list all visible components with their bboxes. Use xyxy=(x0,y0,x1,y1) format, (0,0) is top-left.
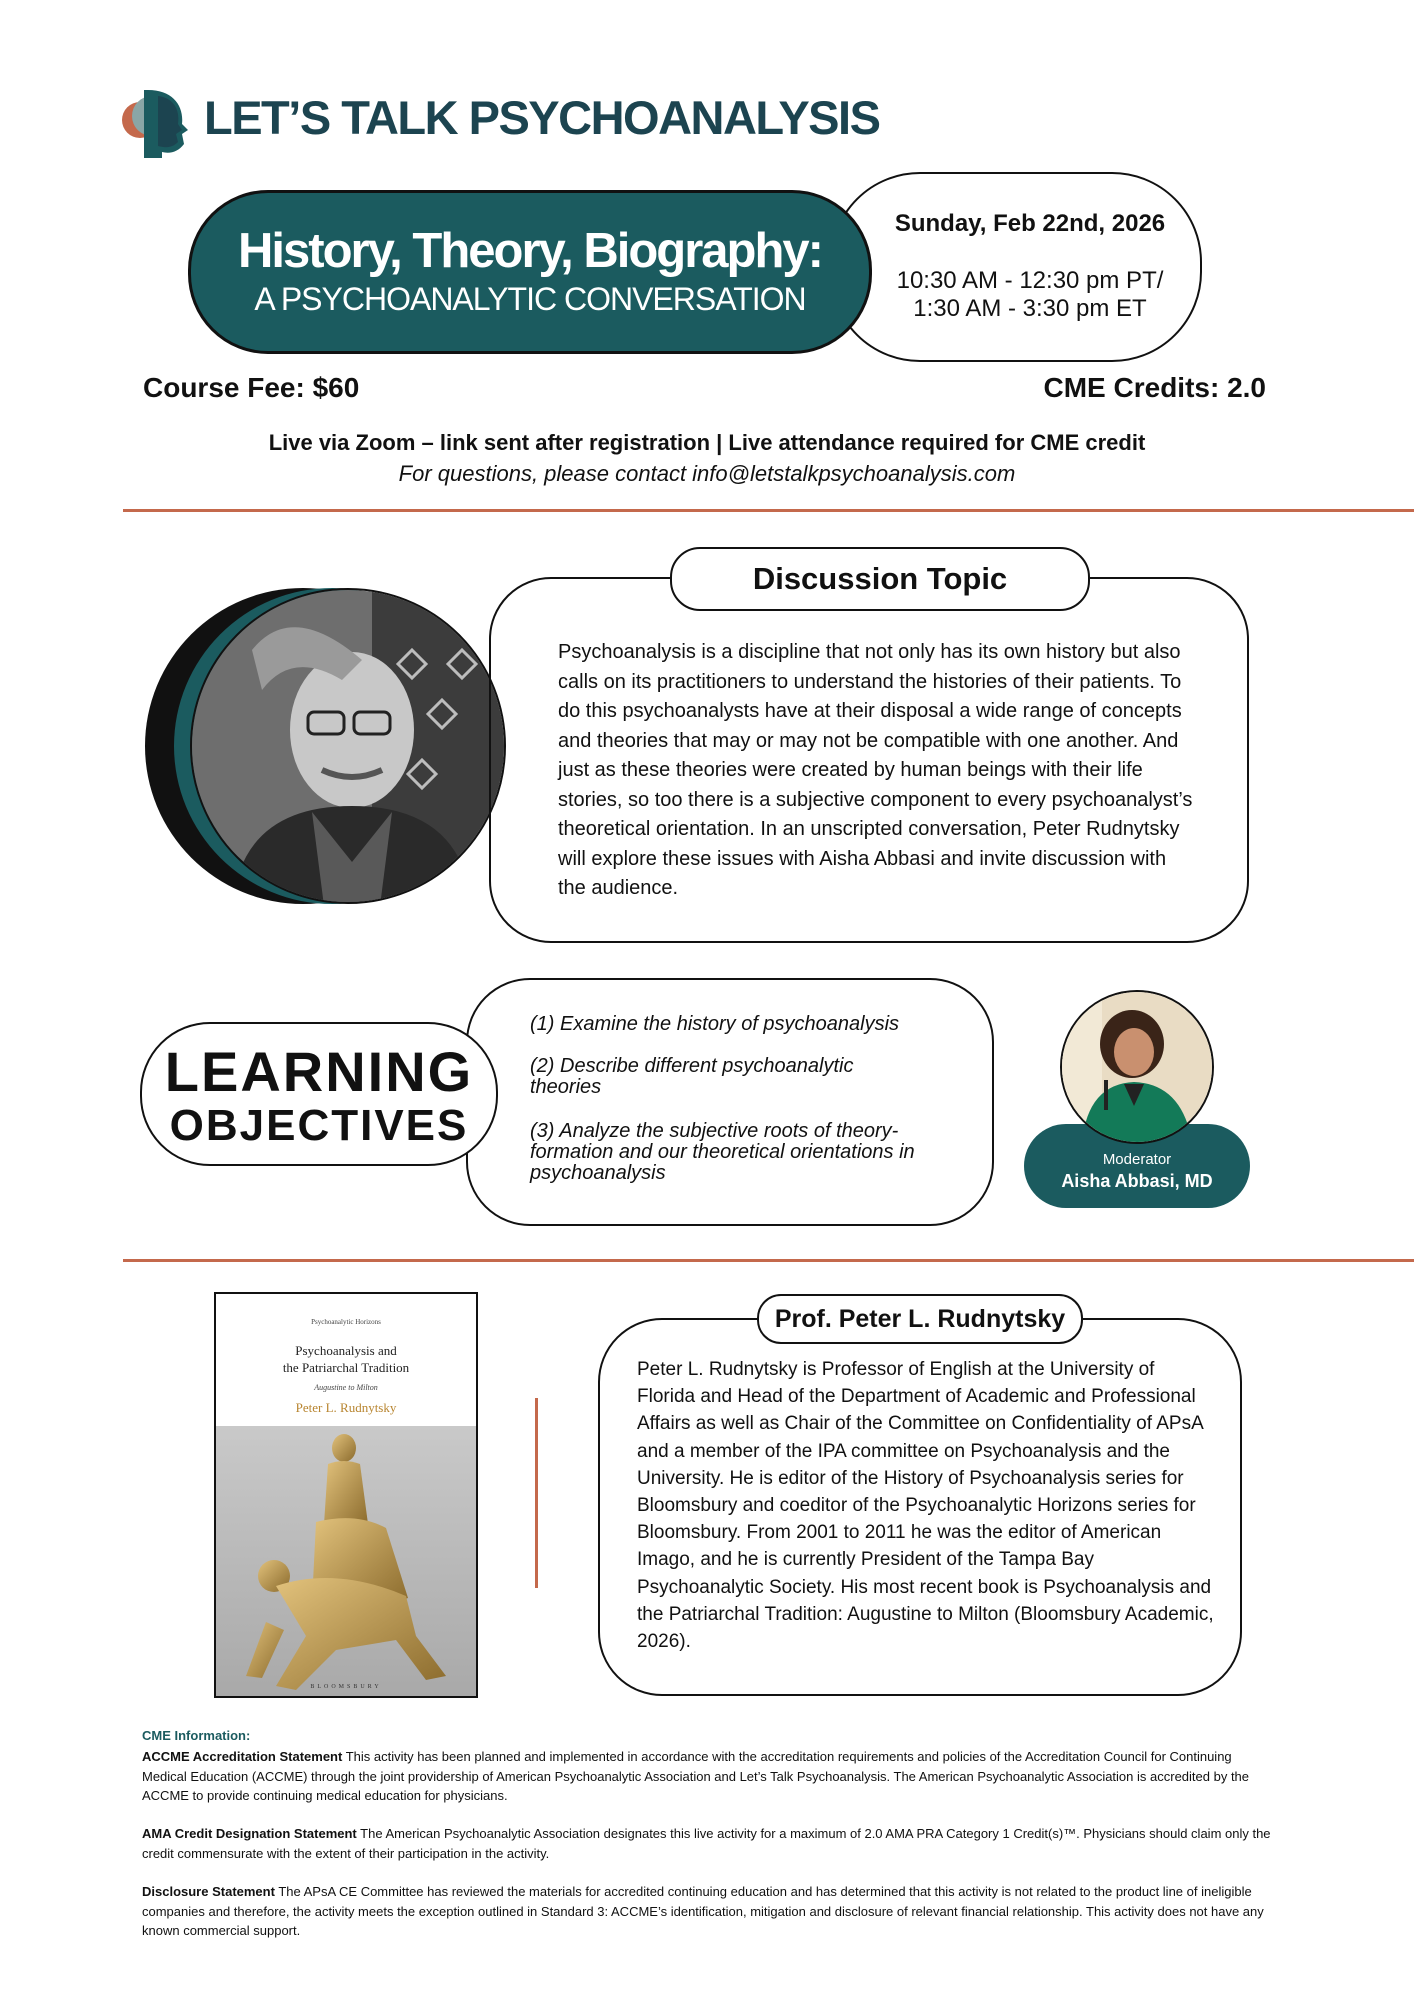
speaker-name-heading: Prof. Peter L. Rudnytsky xyxy=(757,1294,1083,1344)
event-time-pt: 10:30 AM - 12:30 pm PT/ xyxy=(896,267,1164,294)
book-cover xyxy=(214,1292,478,1698)
book-series: Psychoanalytic Horizons xyxy=(311,1318,381,1326)
disclosure-text: The APsA CE Committee has reviewed the materials for accredited continuing education and has determined that this activity is not related to the product line of ineligible companies and therefore, the activity meets the exception outlined in Standard 3: ACCME’s identification, mitigation and disclosure of relevant financial relationship. This activity does not have any known commercial support. xyxy=(142,1884,1264,1938)
objectives-heading xyxy=(140,1022,498,1166)
course-fee: Course Fee: $60 xyxy=(143,372,360,403)
book-cover-image xyxy=(216,1426,476,1696)
disclosure-statement xyxy=(142,1882,1272,1941)
brand-name: LET’S TALK PSYCHOANALYSIS xyxy=(204,91,880,144)
statue-icon xyxy=(216,1426,476,1696)
person-photo-icon xyxy=(1062,992,1212,1142)
speaker-bio-text: Peter L. Rudnytsky is Professor of English at the University of Florida and Head of the Department of Academic and Professional Affairs as well as Chair of the Committee on Confidentiality of APsA and a member of the IPA committee on Psychoanalysis and the University. He is editor of the History of Psychoanalysis series for Bloomsbury and coeditor of the Psychoanalytic Horizons series for Bloomsbury. From 2001 to 2011 he was the editor of American Imago, and he is currently President of the Tampa Bay Psychoanalytic Society. His most recent book is Psychoanalysis and the Patriarchal Tradition: Augustine to Milton (Bloomsbury Academic, 2026). xyxy=(637,1359,1214,1653)
ama-label: AMA Credit Designation Statement xyxy=(142,1826,357,1841)
speaker-portrait xyxy=(190,588,506,904)
objective-2: (2) Describe different psychoanalytic theories xyxy=(530,1055,854,1098)
discussion-text: Psychoanalysis is a discipline that not only has its own history but also calls on its practitioners to understand the histories of their patients. To do this psychoanalysts have at their disposal a wide range of concepts and theories that may or may not be compatible with one another. And just as these theories were created by human beings with their life stories, so too there is a subjective component to every psychoanalyst’s theoretical orientation. In an unscripted conversation, Peter Rudnytsky will explore these issues with Aisha Abbasi and invite discussion with the audience. xyxy=(558,641,1193,899)
moderator-photo xyxy=(1060,990,1214,1144)
objective-1: (1) Examine the history of psychoanalysis xyxy=(530,1013,900,1035)
accreditation-statement xyxy=(142,1747,1272,1806)
event-subtitle: A PSYCHOANALYTIC CONVERSATION xyxy=(254,281,806,317)
brand-logo-icon xyxy=(118,88,190,158)
book-subtitle: Augustine to Milton xyxy=(314,1383,378,1392)
event-date: Sunday, Feb 22nd, 2026 xyxy=(894,210,1166,237)
book-title-line1: Psychoanalysis and xyxy=(295,1343,397,1358)
cme-info-heading: CME Information: xyxy=(142,1728,251,1743)
book-publisher: BLOOMSBURY xyxy=(310,1684,382,1690)
disclosure-label: Disclosure Statement xyxy=(142,1884,275,1899)
vertical-divider xyxy=(535,1398,538,1588)
discussion-heading: Discussion Topic xyxy=(670,547,1090,611)
divider xyxy=(123,509,1414,512)
event-time-et: 1:30 AM - 3:30 pm ET xyxy=(913,295,1147,322)
contact-line: For questions, please contact info@letstalkpsychoanalysis.com xyxy=(398,461,1016,486)
book-title xyxy=(216,1342,476,1376)
zoom-note: Live via Zoom – link sent after registration | Live attendance required for CME credit xyxy=(268,430,1146,455)
book-title-line2: the Patriarchal Tradition xyxy=(282,1360,410,1375)
accreditation-text: This activity has been planned and implemented in accordance with the accreditation requirements and policies of the Accreditation Council for Continuing Medical Education (ACCME) through the joint providership of American Psychoanalytic Association and Let’s Talk Psychoanalysis. The American Psychoanalytic Association is accredited by the ACCME to provide continuing medical education for physicians. xyxy=(142,1749,1250,1803)
moderator-role: Moderator xyxy=(1102,1151,1172,1168)
accreditation-label: ACCME Accreditation Statement xyxy=(142,1749,343,1764)
title-banner xyxy=(188,190,872,354)
moderator-name: Aisha Abbasi, MD xyxy=(1061,1171,1213,1191)
objectives-heading-line1: LEARNING xyxy=(164,1040,474,1103)
cme-credits: CME Credits: 2.0 xyxy=(1043,372,1266,403)
ama-statement xyxy=(142,1824,1272,1863)
book-author: Peter L. Rudnytsky xyxy=(295,1400,397,1415)
divider xyxy=(123,1259,1414,1262)
event-title: History, Theory, Biography: xyxy=(238,224,822,278)
objective-3: (3) Analyze the subjective roots of theory-formation and our theoretical orientations in psychoanalysis xyxy=(530,1120,915,1184)
objectives-heading-line2: OBJECTIVES xyxy=(169,1101,469,1150)
person-photo-icon xyxy=(192,590,506,904)
ama-text: The American Psychoanalytic Association designates this live activity for a maximum of 2.0 AMA PRA Category 1 Credit(s)™. Physicians should claim only the credit commensurate with the extent of their participation in the activity. xyxy=(142,1826,1271,1861)
